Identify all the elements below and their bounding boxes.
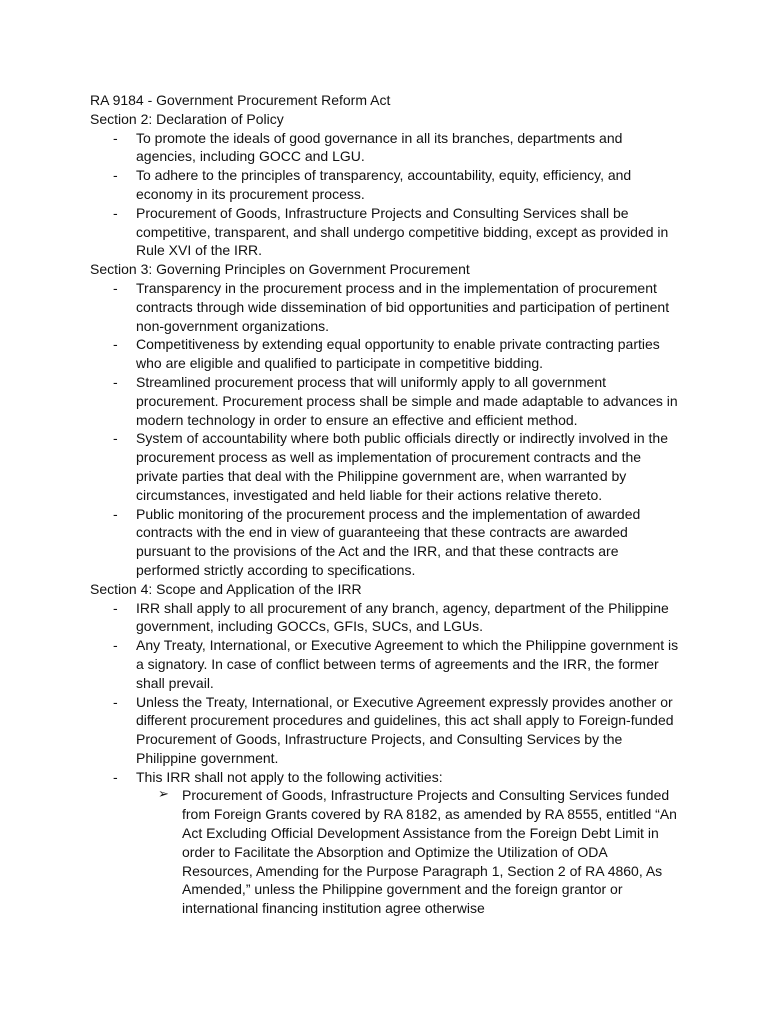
list-item [90,636,680,692]
dash-bullet: - [113,637,118,654]
list-item-text: Public monitoring of the procurement process and the implementation of awarded contracts with the end in view of guaranteeing that these contracts are awarded pursuant to the provisions of the Act and the IRR, and that these contracts are performed strictly according to specifications. [136,505,641,578]
dash-bullet: - [113,430,118,447]
list-item-text: Streamlined procurement process that will uniformly apply to all government procurement. Procurement process shall be simple and made adaptable to advances in modern technology in order to ensure an effective and efficient method. [136,373,678,428]
dash-bullet: - [113,279,118,296]
list-item-text: This IRR shall not apply to the following activities: [136,768,443,785]
document-page [90,91,680,918]
dash-bullet: - [113,505,118,522]
list-item-text: Procurement of Goods, Infrastructure Projects and Consulting Services shall be competitive, transparent, and shall undergo competitive bidding, except as provided in Rule XVI of the IRR. [136,204,669,259]
list-item [90,335,680,373]
dash-bullet: - [113,204,118,221]
dash-bullet: - [113,336,118,353]
list-item-text: System of accountability where both public officials directly or indirectly involved in the procurement process as well as implementation of procurement contracts and the private parties that deal with the Philippine government are, when warranted by circumstances, investigated and held liable for their actions relative thereto. [136,430,668,503]
list-item-text: Any Treaty, International, or Executive Agreement to which the Philippine government is a signatory. In case of conflict between terms of agreements and the IRR, the former shall prevail. [136,637,679,691]
list-item [90,693,680,768]
list-item [90,279,680,335]
dash-bullet: - [113,768,118,785]
sub-list-item-text: Procurement of Goods, Infrastructure Projects and Consulting Services funded from Foreign Grants covered by RA 8182, as amended by RA 8555, entitled “An Act Excluding Official Development Assistance from the Foreign Debt Limit in order to Facilitate the Absorption and Optimize the Utilization of ODA Resources, Amending for the Purpose Paragraph 1, Section 2 of RA 4860, As Amended,” unless the Philippine government and the foreign grantor or international financing institution agree otherwise [182,787,677,917]
list-item [90,373,680,429]
bullet-list [90,279,680,580]
list-item [90,505,680,580]
document-title: RA 9184 - Government Procurement Reform Act [90,92,391,108]
sub-list-item [90,786,680,918]
dash-bullet: - [113,599,118,616]
list-item [90,166,680,204]
bullet-list [90,599,680,787]
section-heading: Section 2: Declaration of Policy [90,110,284,127]
list-item-text: IRR shall apply to all procurement of any branch, agency, department of the Philippine government, including GOCCs, GFIs, SUCs, and LGUs. [136,599,669,635]
dash-bullet: - [113,693,118,710]
dash-bullet: - [113,167,118,184]
section-heading: Section 3: Governing Principles on Government Procurement [90,261,470,278]
sub-bullet-list [90,786,680,918]
section-heading: Section 4: Scope and Application of the IRR [90,580,362,597]
list-item [90,599,680,637]
list-item-text: To adhere to the principles of transparency, accountability, equity, efficiency, and economy in its procurement process. [136,167,632,202]
list-item-text: Competitiveness by extending equal opportunity to enable private contracting parties who are eligible and qualified to participate in competitive bidding. [136,336,660,372]
list-item-text: Transparency in the procurement process and in the implementation of procurement contracts through wide dissemination of bid opportunities and participation of pertinent non-government organizations. [136,279,670,334]
list-item [90,768,680,787]
list-item-text: To promote the ideals of good governance in all its branches, departments and agencies, including GOCC and LGU. [136,129,623,165]
list-item [90,429,680,504]
bullet-list [90,129,680,261]
list-item [90,204,680,260]
list-item-text: Unless the Treaty, International, or Executive Agreement expressly provides another or different procurement procedures and guidelines, this act shall apply to Foreign-funded Procurement of Goods, Infrastructure Projects, and Consulting Services by the Philippine government. [136,693,674,766]
dash-bullet: - [113,129,118,146]
dash-bullet: - [113,373,118,390]
arrow-bullet-icon: ➢ [158,787,169,803]
list-item [90,129,680,167]
